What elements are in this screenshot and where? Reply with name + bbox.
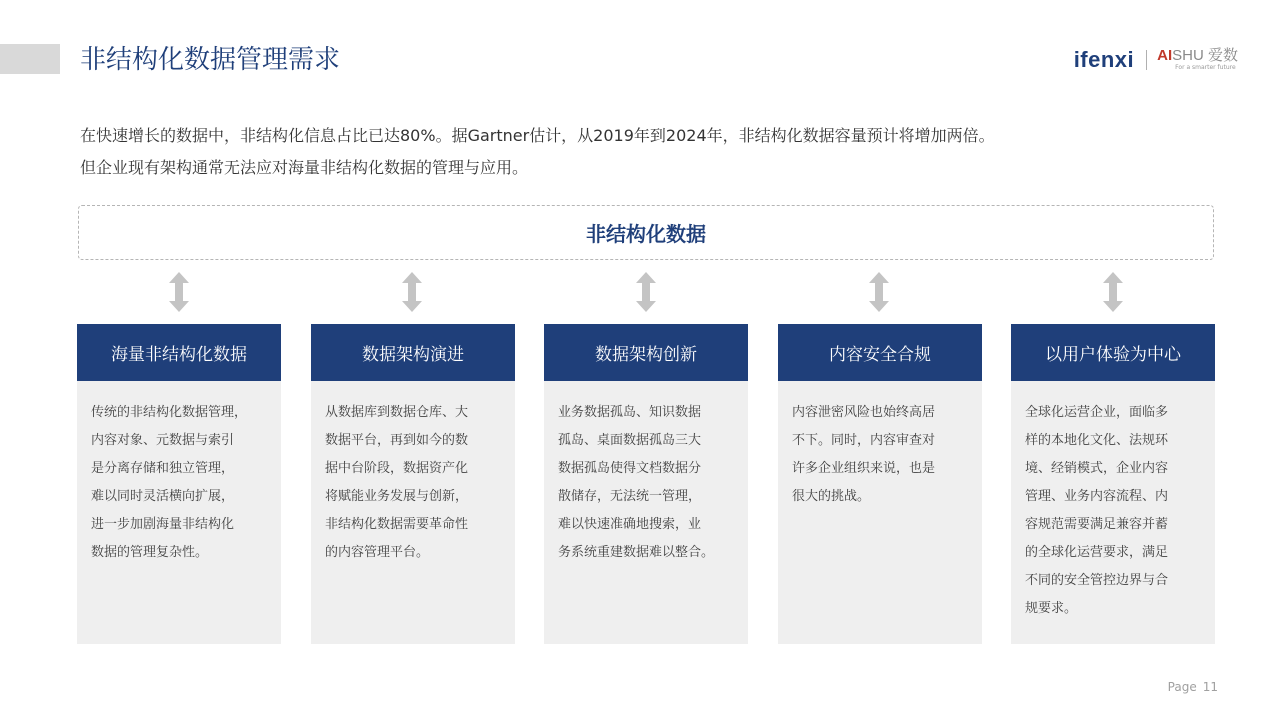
double-arrow-icon [401, 272, 423, 312]
aishu-logo [1157, 48, 1238, 72]
intro-line-1: 在快速增长的数据中，非结构化信息占比已达80%。据Gartner估计，从2019年到2024年，非结构化数据容量预计将增加两倍。 [80, 126, 995, 145]
card-body: 全球化运营企业，面临多 样的本地化文化、法规环 境、经销模式，企业内容 管理、业务内容流程、内 容规范需要满足兼容并蓄 的全球化运营要求，满足 不同的安全管控边界与合 规要求。 [1025, 405, 1169, 616]
page-number [1162, 680, 1218, 694]
card-massive-unstructured-data [77, 324, 281, 644]
card-title: 内容安全合规 [778, 324, 982, 381]
intro-line-2: 但企业现有架构通常无法应对海量非结构化数据的管理与应用。 [80, 158, 529, 177]
card-body: 传统的非结构化数据管理， 内容对象、元数据与索引 是分离存储和独立管理， 难以同时灵活横向扩展， 进一步加剧海量非结构化 数据的管理复杂性。 [91, 405, 248, 560]
card-user-experience-centric [1011, 324, 1215, 644]
aishu-logo-ai: AI [1157, 47, 1173, 64]
card-body: 从数据库到数据仓库、大 数据平台，再到如今的数 据中台阶段，数据资产化 将赋能业务发展与创新， 非结构化数据需要革命性 的内容管理平台。 [325, 405, 469, 560]
unstructured-data-title: 非结构化数据 [586, 222, 706, 246]
card-title: 海量非结构化数据 [77, 324, 281, 381]
card-title: 数据架构创新 [544, 324, 748, 381]
logo-divider [1146, 50, 1147, 70]
title-accent-bar [0, 44, 60, 74]
card-body: 内容泄密风险也始终高居 不下。同时，内容审查对 许多企业组织来说，也是 很大的挑战。 [792, 405, 936, 504]
card-title: 以用户体验为中心 [1011, 324, 1215, 381]
double-arrow-icon [168, 272, 190, 312]
intro-paragraph [80, 120, 1230, 184]
aishu-logo-text: SHU 爱数 [1172, 47, 1238, 64]
card-title: 数据架构演进 [311, 324, 515, 381]
ifenxi-logo: ifenxi [1073, 47, 1135, 72]
card-content-security-compliance [778, 324, 982, 644]
card-body: 业务数据孤岛、知识数据 孤岛、桌面数据孤岛三大 数据孤岛使得文档数据分 散储存，无法统一管理， 难以快速准确地搜索，业 务系统重建数据难以整合。 [558, 405, 715, 560]
unstructured-data-box [78, 205, 1214, 260]
page-label: Page [1167, 680, 1197, 694]
aishu-tagline: For a smarter future [1175, 64, 1236, 71]
card-data-architecture-evolution [311, 324, 515, 644]
page-number-value: 11 [1202, 680, 1218, 694]
card-data-architecture-innovation [544, 324, 748, 644]
double-arrow-icon [635, 272, 657, 312]
logo-area [1074, 44, 1238, 76]
double-arrow-icon [1102, 272, 1124, 312]
double-arrow-icon [868, 272, 890, 312]
page-title: 非结构化数据管理需求 [80, 45, 341, 75]
